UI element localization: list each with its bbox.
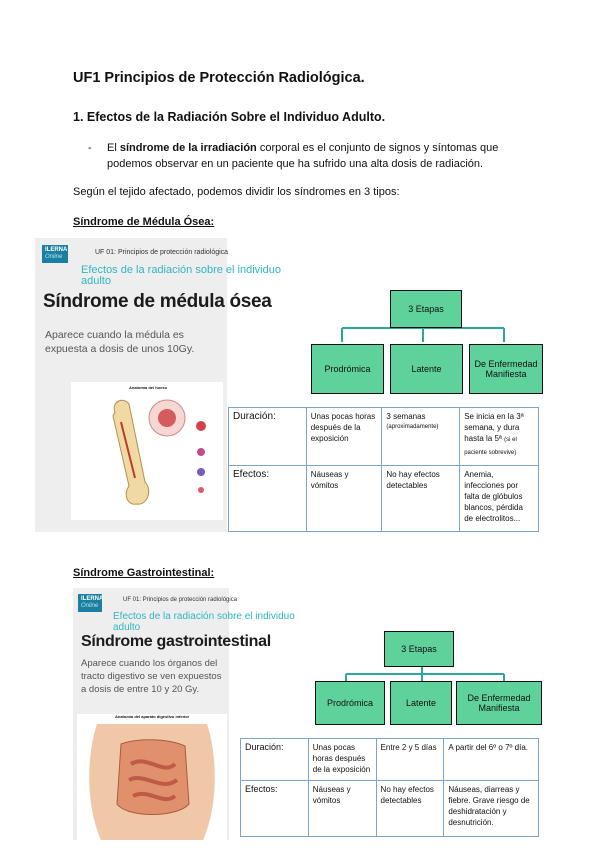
bullet-text-bold: síndrome de la irradiación <box>119 142 257 154</box>
cell-latente: No hay efectos detectables <box>382 466 460 532</box>
slide-big-title: Síndrome de médula ósea <box>43 291 272 312</box>
ilerna-logo <box>78 594 102 612</box>
cell-manifiesta: Anemia, infecciones por falta de glóbulos blancos, pérdida de electrolitos... <box>460 466 539 532</box>
section-title-gastro: Síndrome Gastrointestinal: <box>73 567 215 579</box>
diagram-stage-manifiesta: De Enfermedad Manifiesta <box>469 344 543 394</box>
cell-text: 3 semanas <box>386 412 426 421</box>
table-row-duracion <box>241 739 539 781</box>
diagram-root: 3 Etapas <box>384 631 454 667</box>
table-row-duracion <box>229 408 539 466</box>
section-title-medula: Síndrome de Médula Ósea: <box>73 216 215 228</box>
intestine-icon <box>77 714 227 840</box>
table-medula <box>228 407 539 532</box>
slide-subtitle: Efectos de la radiación sobre el individuo adulto <box>81 264 281 287</box>
table-row-efectos <box>241 781 539 837</box>
table-gastro <box>240 738 539 837</box>
cell-note: (si el paciente sobrevive) <box>464 437 517 456</box>
cell-manifiesta: Náuseas, diarreas y fiebre. Grave riesgo de deshidratación y desnutrición. <box>444 781 539 837</box>
diagram-stage-latente: Latente <box>390 344 463 394</box>
logo-text: ILERNA <box>81 596 104 602</box>
row-label: Efectos: <box>229 466 307 532</box>
cell-prodromica: Unas pocas horas después de la exposición <box>306 408 382 466</box>
slide-description: Aparece cuando la médula es expuesta a dosis de unos 10Gy. <box>45 329 195 355</box>
logo-subtext: Online <box>45 254 63 260</box>
slide-header: UF 01: Principios de protección radiológica <box>123 597 238 603</box>
cell-text: Se inicia en la 3ª semana, y dura hasta la 5ª <box>464 412 524 443</box>
section-heading: 1. Efectos de la Radiación Sobre el Individuo Adulto. <box>73 110 386 124</box>
cell-prodromica: Unas pocas horas después de la exposición <box>308 739 376 781</box>
cell-latente <box>382 408 460 466</box>
illustration-caption: Anatomía del hueso <box>129 385 168 390</box>
logo-text: ILERNA <box>45 247 68 253</box>
cell-prodromica: Náuseas y vómitos <box>308 781 376 837</box>
cell-note: (aproximadamente) <box>386 424 439 430</box>
bullet-text-post: corporal es el conjunto de signos y síntomas que podemos observar en un paciente que ha sufrido una alta dosis de radiación. <box>107 142 499 170</box>
illustration-caption: Anatomía del aparato digestivo inferior <box>115 714 190 719</box>
cell-manifiesta <box>460 408 539 466</box>
bullet-text-pre: El <box>107 142 120 154</box>
slide-subtitle: Efectos de la radiación sobre el individuo adulto <box>113 611 295 633</box>
cell-latente: Entre 2 y 5 días <box>376 739 444 781</box>
slide-description: Aparece cuando los órganos del tracto digestivo se ven expuestos a dosis de entre 10 y 20 Gy. <box>81 658 222 695</box>
row-label: Duración: <box>241 739 309 781</box>
table-row-efectos <box>229 466 539 532</box>
bullet-text <box>107 140 517 172</box>
page-title: UF1 Principios de Protección Radiológica. <box>73 70 365 86</box>
logo-subtext: Online <box>81 603 99 609</box>
cell-prodromica: Náuseas y vómitos <box>306 466 382 532</box>
slide-header: UF 01: Principios de protección radiológica <box>95 249 229 256</box>
diagram-stage-latente: Latente <box>390 681 452 725</box>
diagram-stage-prodromica: Prodrómica <box>311 344 384 394</box>
bone-icon <box>71 382 223 520</box>
diagram-root: 3 Etapas <box>390 290 462 328</box>
diagram-stage-manifiesta: De Enfermedad Manifiesta <box>456 681 542 725</box>
bone-illustration <box>71 382 223 520</box>
row-label: Duración: <box>229 408 307 466</box>
ilerna-logo <box>42 245 68 263</box>
bullet-dash: - <box>88 142 92 154</box>
cell-manifiesta: A partir del 6º o 7º día. <box>444 739 539 781</box>
digestive-illustration <box>77 714 227 840</box>
row-label: Efectos: <box>241 781 309 837</box>
diagram-stage-prodromica: Prodrómica <box>315 681 385 725</box>
cell-latente: No hay efectos detectables <box>376 781 444 837</box>
slide-big-title: Síndrome gastrointestinal <box>81 633 271 650</box>
intro-text: Según el tejido afectado, podemos dividir los síndromes en 3 tipos: <box>73 186 400 198</box>
